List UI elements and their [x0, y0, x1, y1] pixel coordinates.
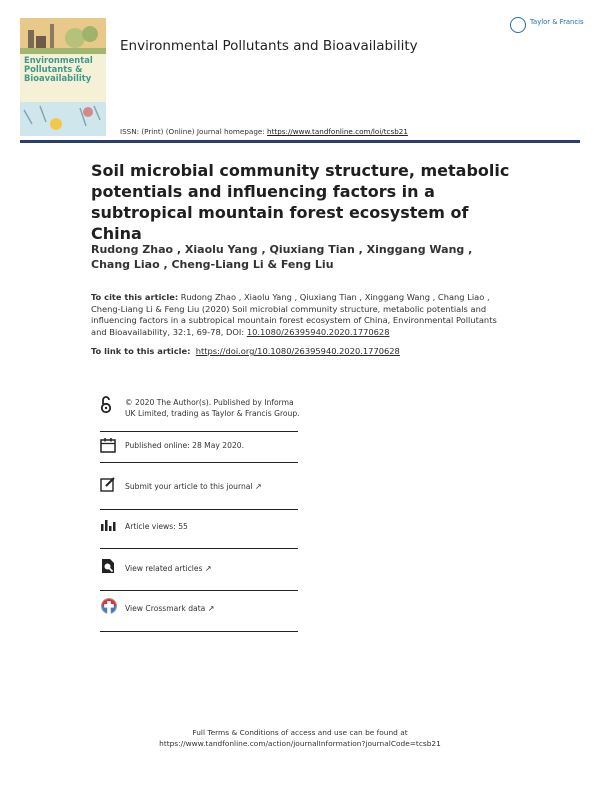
- external-link-icon: ↗: [204, 564, 212, 573]
- article-link-line: [91, 346, 400, 356]
- article-authors: Rudong Zhao , Xiaolu Yang , Qiuxiang Tian , Xinggang Wang , Chang Liao , Cheng-Liang Li & Feng Liu: [91, 243, 473, 271]
- article-title: Soil microbial community structure, metabolic potentials and influencing factors in a subtropical mountain forest ecosystem of China: [91, 161, 510, 243]
- cite-doi-link[interactable]: 10.1080/26395940.2020.1770628: [246, 326, 390, 337]
- external-link-icon: ↗: [254, 482, 262, 491]
- open-access-text: © 2020 The Author(s). Published by Informa UK Limited, trading as Taylor & Francis Group.: [125, 398, 300, 418]
- publisher-logo-text: Taylor & Francis: [530, 18, 584, 26]
- view-related-articles-link[interactable]: View related articles: [125, 564, 203, 573]
- link-label: To link to this article:: [91, 346, 191, 356]
- related-search-icon: [100, 558, 116, 574]
- cover-bottom-art: [20, 102, 106, 136]
- article-doi-link[interactable]: https://doi.org/10.1080/26395940.2020.1770628: [195, 346, 400, 356]
- taylor-francis-logo[interactable]: [510, 17, 584, 35]
- published-text: Published online: 28 May 2020.: [125, 441, 245, 450]
- header-divider: [20, 140, 580, 143]
- crossmark-icon: [100, 598, 118, 618]
- issn-line: [120, 127, 408, 136]
- cover-top-art: [20, 18, 106, 54]
- footer-terms: Full Terms & Conditions of access and use can be found at: [192, 728, 408, 737]
- views-row: [100, 516, 298, 536]
- published-row: [100, 437, 298, 457]
- citation-block: [91, 292, 511, 338]
- article-views-text: Article views: 55: [125, 522, 188, 531]
- bar-chart-icon: [100, 516, 116, 532]
- calendar-icon: [100, 437, 116, 453]
- journal-homepage-link[interactable]: https://www.tandfonline.com/loi/tcsb21: [267, 127, 408, 136]
- open-access-row: [100, 396, 298, 430]
- footer-terms-link[interactable]: https://www.tandfonline.com/action/journalInformation?journalCode=tcsb21: [159, 739, 441, 748]
- journal-cover[interactable]: [20, 18, 106, 136]
- publisher-logo-icon: [510, 17, 526, 33]
- open-access-icon: [100, 396, 112, 414]
- submit-article-link[interactable]: Submit your article to this journal: [125, 482, 253, 491]
- submit-row[interactable]: [100, 476, 298, 496]
- cover-title: Environmental Pollutants & Bioavailability: [24, 55, 93, 83]
- cite-text: Rudong Zhao , Xiaolu Yang , Qiuxiang Tian , Xinggang Wang , Chang Liao , Cheng-Liang Li & Feng Liu (2020) Soil microbial community structure, metabolic potentials and influencing factors in a subtropical mountain forest ecosystem of China, Environmental Pollutants and Bioavailability, 32:1, 69-78, DOI:: [91, 292, 497, 337]
- journal-title[interactable]: Environmental Pollutants and Bioavailability: [120, 38, 418, 54]
- edit-icon: [100, 476, 116, 492]
- crossmark-row[interactable]: [100, 598, 298, 620]
- related-row[interactable]: [100, 558, 298, 578]
- external-link-icon: ↗: [207, 604, 215, 613]
- cite-label: To cite this article:: [91, 292, 179, 302]
- view-crossmark-link[interactable]: View Crossmark data: [125, 604, 206, 613]
- issn-label: ISSN: (Print) (Online) Journal homepage:: [120, 127, 265, 136]
